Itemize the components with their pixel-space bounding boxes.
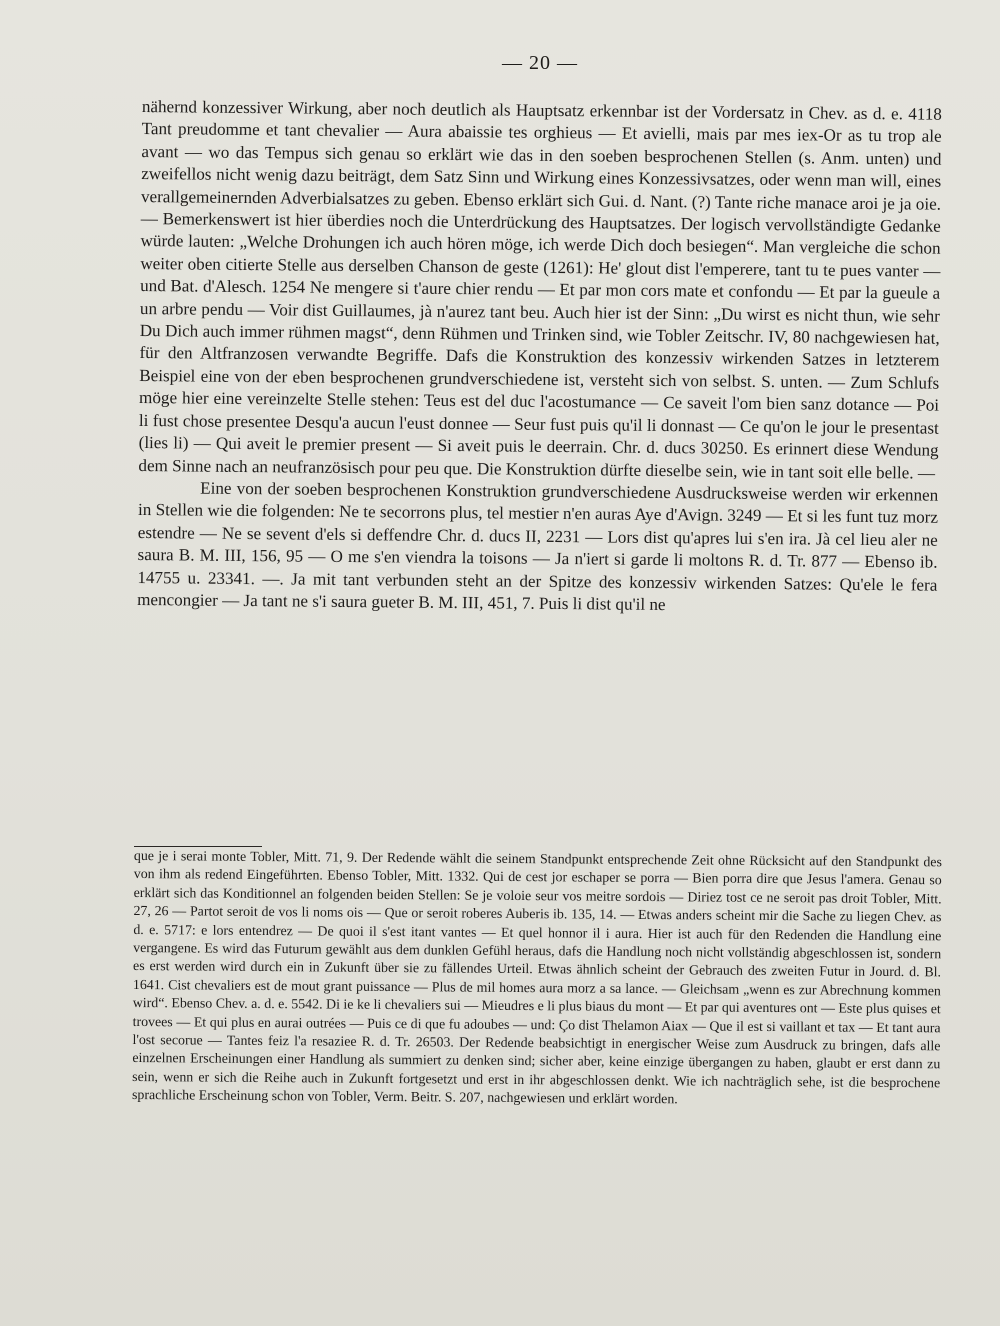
footnote-text: que je i serai monte Tobler, Mitt. 71, 9. Der Redende wählt die seinem Standpunkt entsprechende Zeit ohne Rücksicht auf den Standpunkt des von ihm als redend Eingeführten. Ebenso Tobler, Mitt. 1332. Qui de cest jor eschaper se porra — Bien porra dire que Jesus l'amera. Genau so erklärt sich das Konditionnel an folgenden beiden Stellen: Se je voloie seur vos meitre sordois — Diriez tost ce ne seroit pas droit Tobler, Mitt. 27, 26 — Partot seroit de vos li noms ois — Que or seroit roberes Auberis ib. 135, 14. — Etwas anders scheint mir die Sache zu liegen Chev. as d. e. 5717: e lors entendrez — De quoi il s'est itant vantes — Et quel honnor il i aura. Hier ist auch für den Redenden die Handlung eine vergangene. Es wird das Futurum gewählt aus dem dunklen Gefühl heraus, dafs die Handlung noch nicht vollständig abgeschlossen ist, sondern es erst werden wird durch ein in Zukunft über sie zu fällendes Urteil. Etwas ähnlich scheint der Gebrauch des zweiten Futur in Jourd. d. Bl. 1641. Cist chevaliers est de mout grant puissance — Plus de mil homes aura morz a sa lance. — Gleichsam „wenn es zur Abrechnung kommen wird“. Ebenso Chev. a. d. e. 5542. Di ie ke li chevaliers sui — Mieudres e li plus biaus du mont — Et par qui aventures ont — Este plus quises et trovees — Et qui plus en aurai outrées — Puis ce di que fu adoubes — und: Ço dist Thelamon Aiax — Que il est si vaillant et tax — Et tant aura l'ost secorue — Tantes feiz l'a resaziee R. d. Tr. 26503. Der Redende beabsichtigt in energischer Weise zum Ausdruck zu bringen, dafs alle einzelnen Erscheinungen einer Handlung als summiert zu denken sind; sicher aber, keine einzige übergangen zu haben, glaubt er erst dann zu sein, wenn er sich die Reihe auch in Zukunft fortgesetzt und erst in ihr abgeschlossen denkt. Wie ich nachträglich sehe, ist die besprochene sprachliche Erscheinung schon von Tobler, Verm. Beitr. S. 207, nachgewiesen und erklärt worden. bbox=[131, 848, 942, 1108]
footnote-rule bbox=[134, 846, 262, 847]
paragraph-continued: nähernd konzessiver Wirkung, aber noch deutlich als Hauptsatz erkennbar ist der Vordersatz in Chev. as d. e. 4118 Tant preudomme et tant chevalier — Aura abaissie tes orghieus — Et avielli, mais par mes iex-Or as tu trop ale avant — wo das Tempus sich genau so erklärt wie das in den soeben besprochenen Stellen (s. Anm. unten) und zweifellos nicht wenig dazu beiträgt, dem Satz Sinn und Wirkung eines Konzessivsatzes, oder wenn man will, eines verallgemeinernden Adverbialsatzes zu geben. Ebenso erklärt sich Gui. d. Nant. (?) Tante riche manace aroi je ja oie. — Bemerkenswert ist hier überdies noch die Unterdrückung des Hauptsatzes. Der logisch vervollständigte Gedanke würde lauten: „Welche Drohungen ich auch hören möge, ich werde Dich doch besiegen“. Man vergleiche die schon weiter oben citierte Stelle aus derselben Chanson de geste (1261): He' glout dist l'emperere, tant tu te pues vanter — und Bat. d'Alesch. 1254 Ne mengere si t'aure chier rendu — Et par mon cors mate et confondu — Et par la gueule a un arbre pendu — Voir dist Guillaumes, jà n'aurez tant beu. Auch hier ist der Sinn: „Du wirst es nicht thun, wie sehr Du Dich auch immer rühmen magst“, denn Rühmen und Trinken sind, wie Tobler Zeitschr. IV, 80 nachgewiesen hat, für den Altfranzosen verwandte Begriffe. Dafs die Konstruktion des konzessiv wirkenden Satzes in letzterem Beispiel eine von der eben besprochenen grundverschiedene ist, versteht sich von selbst. S. unten. — Zum Schlufs möge hier eine vereinzelte Stelle stehen: Teus est del duc l'acostumance — Ce saveit l'om bien sanz dotance — Poi li fust chose presentee Desqu'a aucun l'eust donnee — Seur fust puis qu'il li donnast — Ce qu'on le jour le presentast (lies li) — Qui aveit le premier present — Si aveit puis le deerrain. Chr. d. ducs 30250. Es erinnert diese Wendung dem Sinne nach an neufranzösisch pour peu que. Die Konstruktion dürfte dieselbe sein, wie in tant soit elle belle. — bbox=[138, 96, 942, 483]
footnote-block bbox=[132, 848, 942, 1112]
main-text bbox=[137, 96, 942, 619]
paragraph-eine: Eine von der soeben besprochenen Konstruktion grundverschiedene Ausdrucksweise werden wir erkennen in Stellen wie die folgenden: Ne te secorrons plus, tel mestier n'en auras Aye d'Avign. 3249 — Et si les funt tuz morz estendre — Ne se sevent d'els si deffendre Chr. d. ducs II, 2231 — Lors dist qu'apres lui s'en ira. Jà cel lieu aler ne saura B. M. III, 156, 95 — O me s'en viendra la toisons — Ja n'iert si garde li moltons R. d. Tr. 877 — Ebenso ib. 14755 u. 23341. —. Ja mit tant verbunden steht an der Spitze des konzessiv wirkenden Satzes: Qu'ele le fera mencongier — Ja tant ne s'i saura gueter B. M. III, 451, 7. Puis li dist qu'il ne bbox=[137, 478, 939, 614]
page-number: — 20 — bbox=[502, 52, 578, 74]
